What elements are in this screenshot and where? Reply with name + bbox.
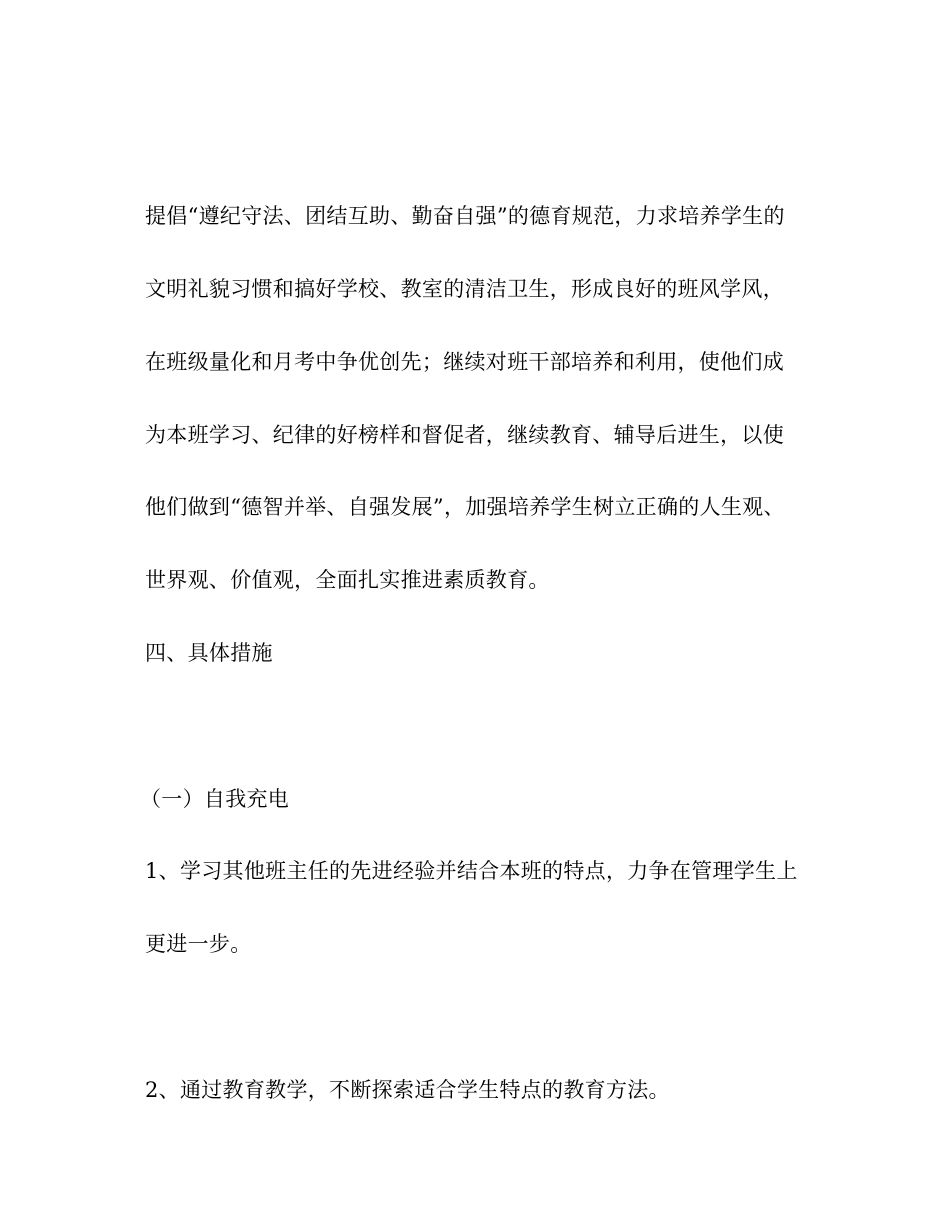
paragraph-line: 为本班学习、纪律的好榜样和督促者，继续教育、辅导后进生，以使 xyxy=(145,423,784,447)
subsection-heading: （一）自我充电 xyxy=(140,787,290,811)
list-item-line: 更进一步。 xyxy=(145,932,252,956)
section-heading: 四、具体措施 xyxy=(145,641,273,665)
list-item-line: 2、通过教育教学，不断探索适合学生特点的教育方法。 xyxy=(145,1078,670,1102)
paragraph-line: 在班级量化和月考中争优创先；继续对班干部培养和利用，使他们成 xyxy=(145,350,784,374)
list-item-line: 1、学习其他班主任的先进经验并结合本班的特点，力争在管理学生上 xyxy=(145,859,798,883)
paragraph-line: 文明礼貌习惯和搞好学校、教室的清洁卫生，形成良好的班风学风， xyxy=(145,277,784,301)
paragraph-line: 提倡“遵纪守法、团结互助、勤奋自强”的德育规范，力求培养学生的 xyxy=(145,204,785,228)
paragraph-line: 世界观、价值观，全面扎实推进素质教育。 xyxy=(145,568,550,592)
paragraph-line: 他们做到“德智并举、自强发展”，加强培养学生树立正确的人生观、 xyxy=(145,495,785,519)
